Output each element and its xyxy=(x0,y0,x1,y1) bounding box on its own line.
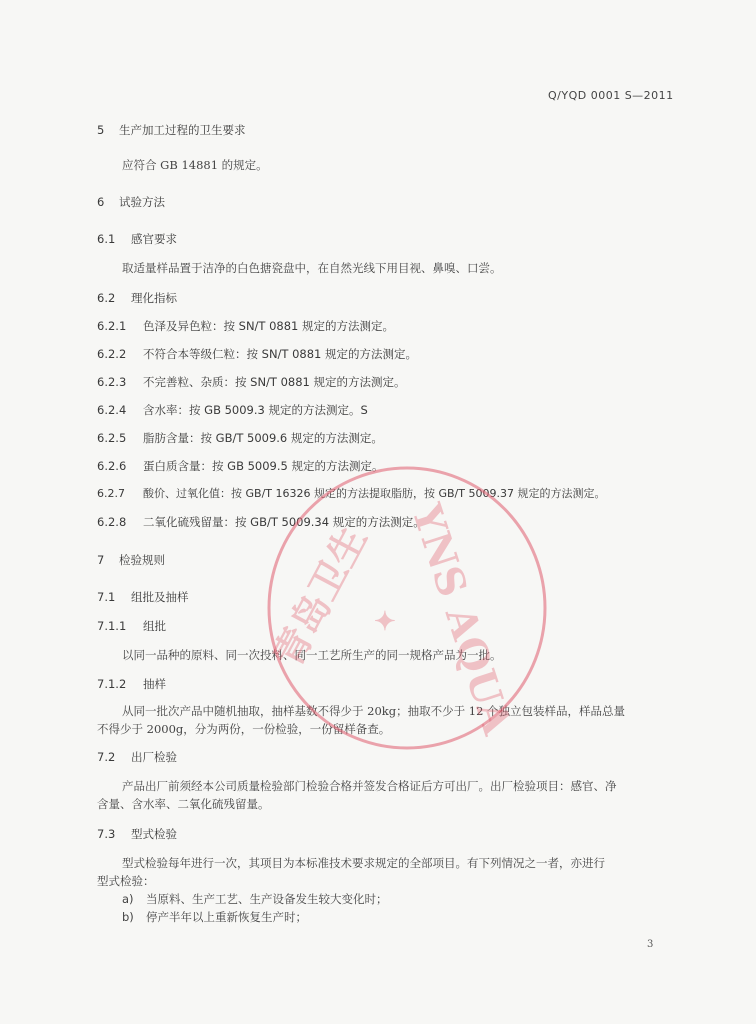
section-heading xyxy=(97,552,165,568)
section-title: 型式检验 xyxy=(131,827,177,841)
section-title: 理化指标 xyxy=(131,291,177,305)
subsection-heading xyxy=(97,231,177,247)
clause-number: 6.2.3 xyxy=(97,375,127,389)
section-number: 5 xyxy=(97,123,105,137)
clause-number: 6.2.8 xyxy=(97,515,127,529)
body-paragraph: 应符合 GB 14881 的规定。 xyxy=(122,158,268,172)
clause-text: 不完善粒、杂质：按 SN/T 0881 规定的方法测定。 xyxy=(143,375,406,389)
list-marker: a) xyxy=(122,892,134,906)
svg-text:YNS AQUA: YNS AQUA xyxy=(402,498,521,740)
clause-number: 6.2.7 xyxy=(97,487,125,500)
section-title: 组批 xyxy=(143,619,166,633)
subsection-heading xyxy=(97,749,177,765)
clause-text: 色泽及异色粒：按 SN/T 0881 规定的方法测定。 xyxy=(143,319,395,333)
standard-code-header: Q/YQD 0001 S—2011 xyxy=(548,89,674,102)
list-text: 当原料、生产工艺、生产设备发生较大变化时； xyxy=(146,892,388,906)
clause-text: 蛋白质含量：按 GB 5009.5 规定的方法测定。 xyxy=(143,459,384,473)
section-number: 7.2 xyxy=(97,750,116,764)
clause-text: 二氧化硫残留量：按 GB/T 5009.34 规定的方法测定。 xyxy=(143,515,425,529)
clause-line xyxy=(97,402,368,418)
clause-number: 6.2.5 xyxy=(97,431,127,445)
section-title: 组批及抽样 xyxy=(131,590,189,604)
section-number: 7.3 xyxy=(97,827,116,841)
section-number: 6.2 xyxy=(97,291,116,305)
svg-text:青岛卫生: 青岛卫生 xyxy=(264,518,376,675)
list-marker: b) xyxy=(122,910,134,924)
clause-number: 6.2.2 xyxy=(97,347,127,361)
section-heading xyxy=(97,122,246,138)
subsection-heading xyxy=(97,589,189,605)
subsection-heading xyxy=(97,826,177,842)
body-paragraph: 型式检验每年进行一次，其项目为本标准技术要求规定的全部项目。有下列情况之一者，亦进行 xyxy=(122,856,605,870)
body-paragraph-continued: 含量、含水率、二氧化硫残留量。 xyxy=(97,797,270,811)
section-number: 6.1 xyxy=(97,232,116,246)
official-seal xyxy=(262,458,552,758)
section-number: 7.1.1 xyxy=(97,619,127,633)
page-number: 3 xyxy=(647,939,654,950)
body-paragraph: 以同一品种的原料、同一次投料、同一工艺所生产的同一规格产品为一批。 xyxy=(122,648,502,662)
section-title: 抽样 xyxy=(143,677,166,691)
list-item xyxy=(122,909,307,925)
body-paragraph: 取适量样品置于洁净的白色搪瓷盘中，在自然光线下用目视、鼻嗅、口尝。 xyxy=(122,261,502,275)
section-title: 检验规则 xyxy=(119,553,165,567)
subsection-heading xyxy=(97,676,166,692)
clause-text: 酸价、过氧化值：按 GB/T 16326 规定的方法提取脂肪，按 GB/T 5009.37 规定的方法测定。 xyxy=(143,487,606,500)
list-item xyxy=(122,891,388,907)
section-title: 感官要求 xyxy=(131,232,177,246)
clause-text: 脂肪含量：按 GB/T 5009.6 规定的方法测定。 xyxy=(143,431,383,445)
clause-line xyxy=(97,430,383,446)
body-paragraph-continued: 型式检验： xyxy=(97,874,155,888)
clause-line xyxy=(97,318,394,334)
body-paragraph: 产品出厂前须经本公司质量检验部门检验合格并签发合格证后方可出厂。出厂检验项目：感官、净 xyxy=(122,779,617,793)
clause-line xyxy=(97,346,417,362)
section-title: 生产加工过程的卫生要求 xyxy=(119,123,246,137)
clause-line xyxy=(97,374,406,390)
section-number: 7 xyxy=(97,553,105,567)
clause-text: 含水率：按 GB 5009.3 规定的方法测定。S xyxy=(143,403,368,417)
body-paragraph: 从同一批次产品中随机抽取，抽样基数不得少于 20kg；抽取不少于 12 个独立包装样品，样品总量 xyxy=(122,704,626,718)
section-title: 出厂检验 xyxy=(131,750,177,764)
clause-text: 不符合本等级仁粒：按 SN/T 0881 规定的方法测定。 xyxy=(143,347,418,361)
section-number: 6 xyxy=(97,195,105,209)
section-number: 7.1.2 xyxy=(97,677,127,691)
clause-number: 6.2.1 xyxy=(97,319,127,333)
subsection-heading xyxy=(97,290,177,306)
list-text: 停产半年以上重新恢复生产时； xyxy=(146,910,307,924)
section-title: 试验方法 xyxy=(119,195,165,209)
svg-text:✦: ✦ xyxy=(374,607,396,637)
clause-number: 6.2.4 xyxy=(97,403,127,417)
subsection-heading xyxy=(97,618,166,634)
section-heading xyxy=(97,194,165,210)
section-number: 7.1 xyxy=(97,590,116,604)
clause-number: 6.2.6 xyxy=(97,459,127,473)
body-paragraph-continued: 不得少于 2000g，分为两份，一份检验，一份留样备查。 xyxy=(97,722,391,736)
